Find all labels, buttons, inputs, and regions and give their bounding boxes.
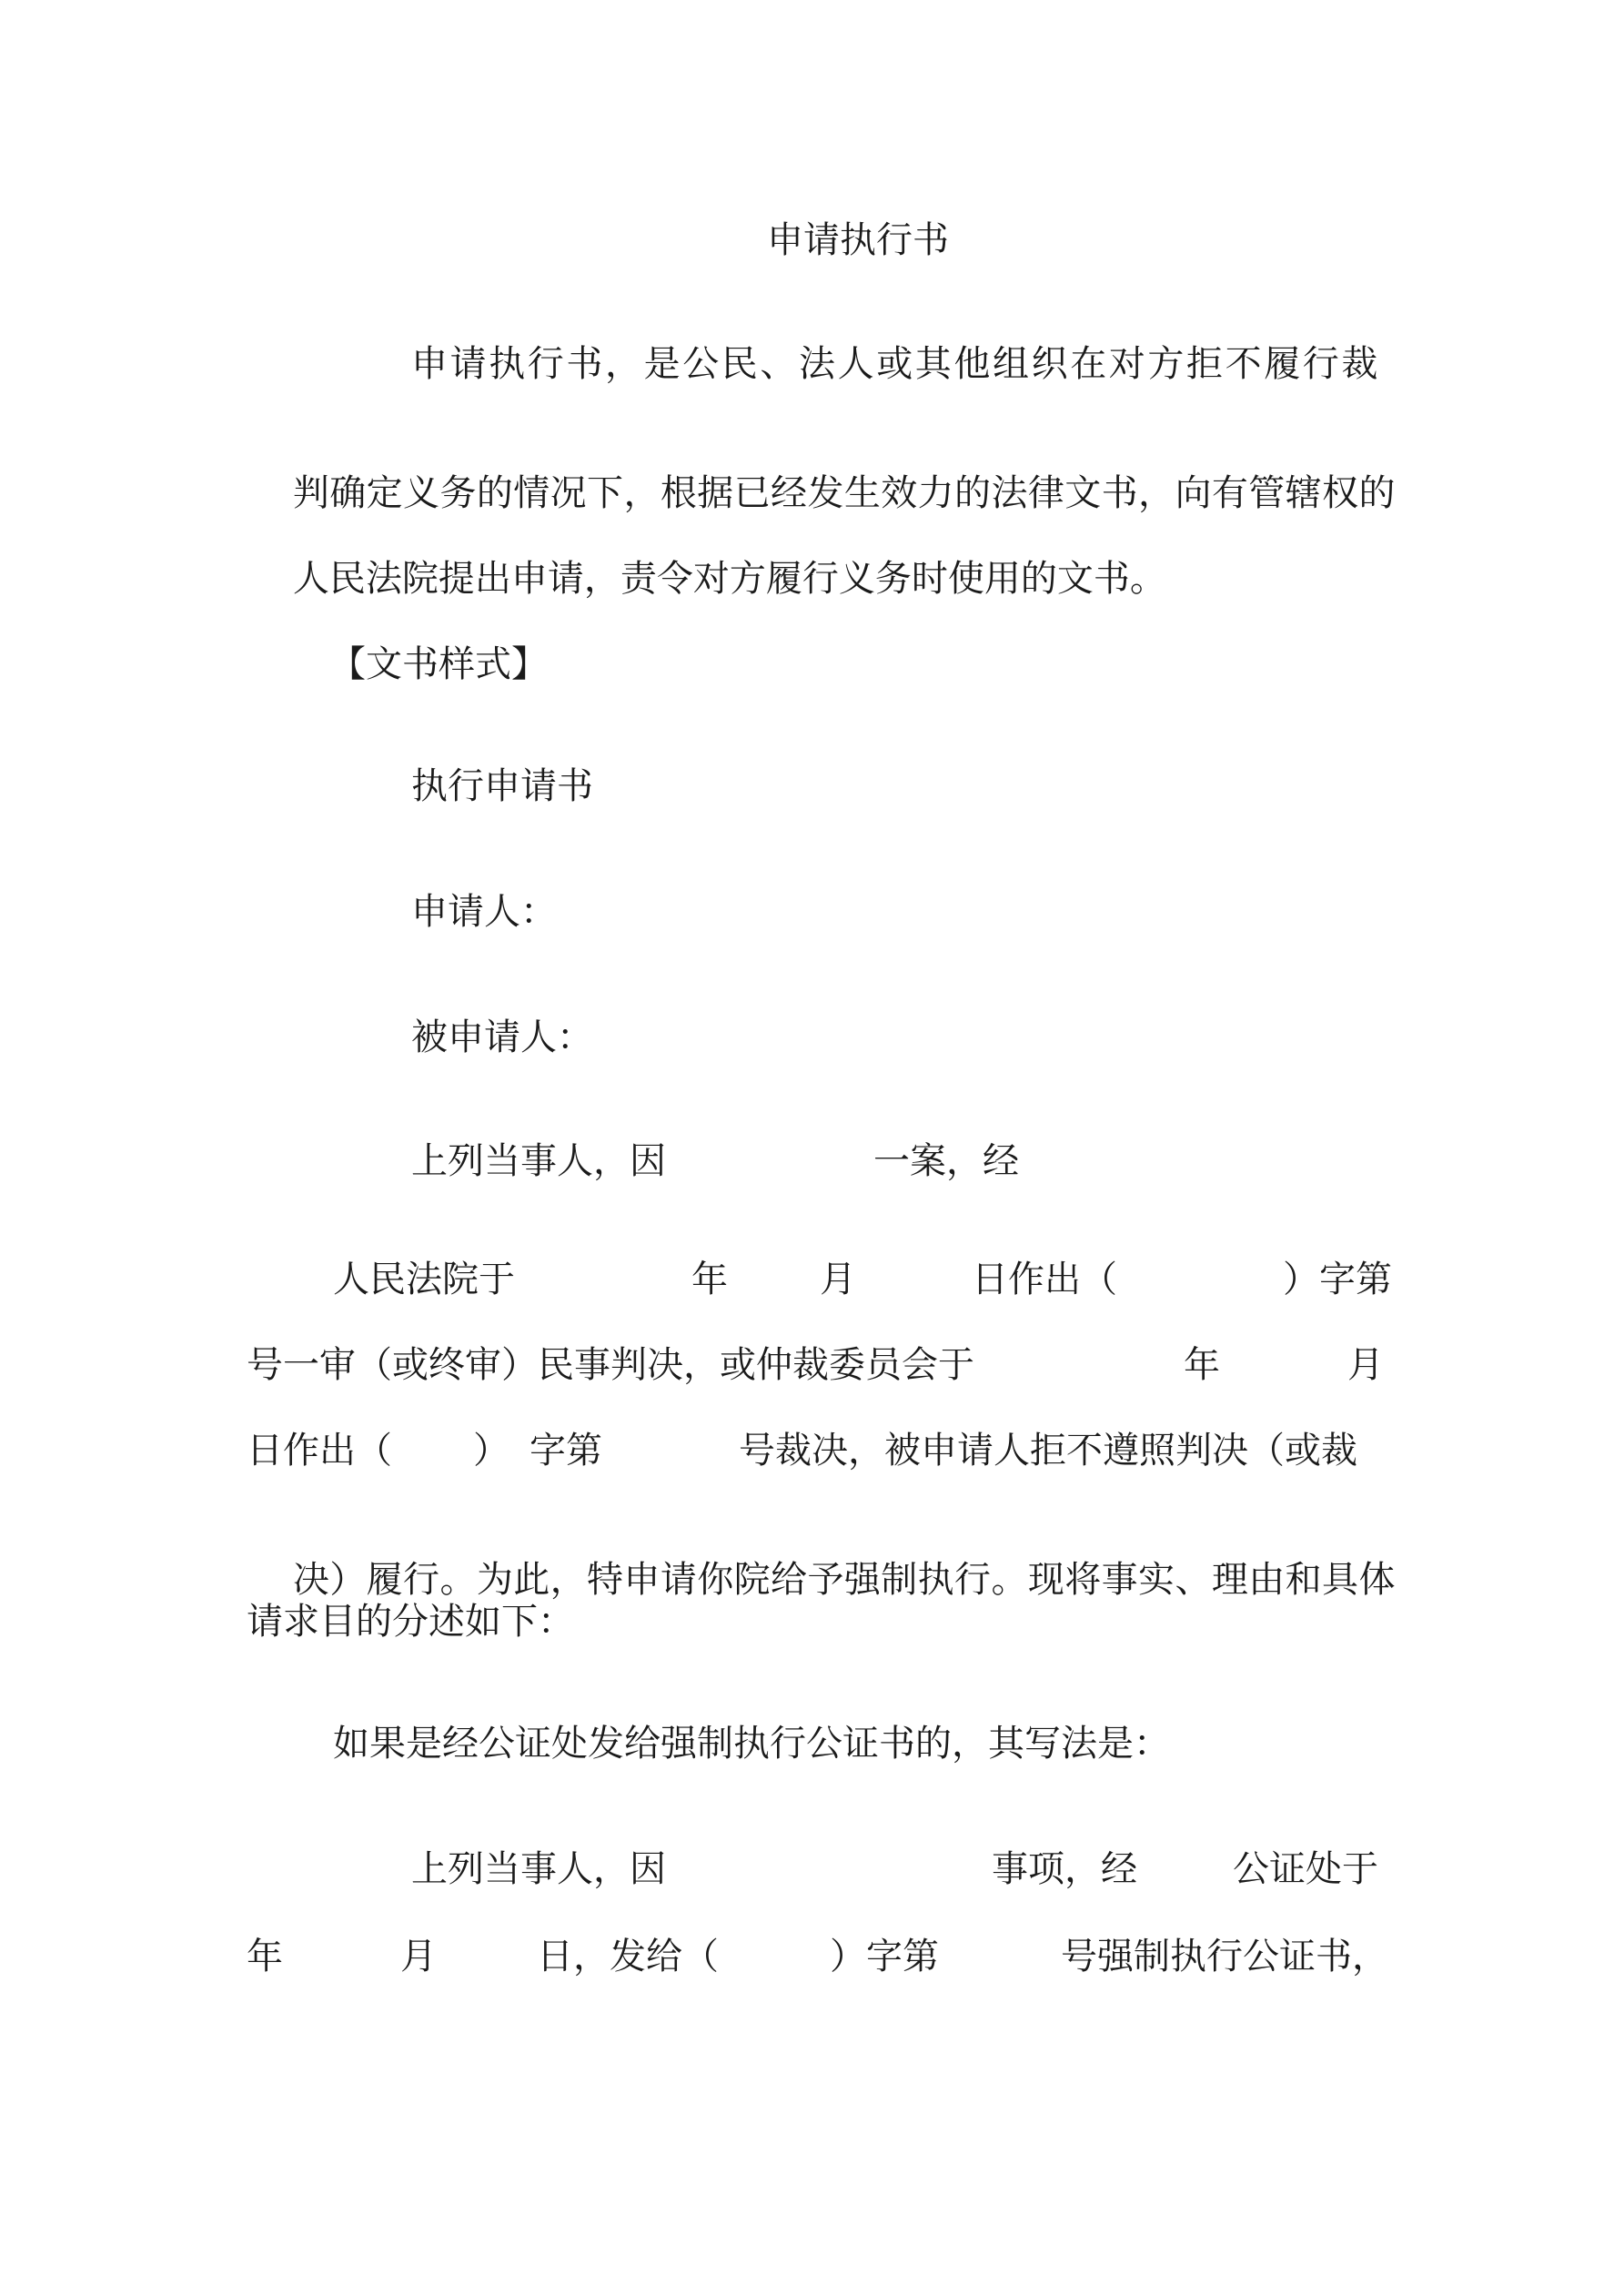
section-label: 【文书样式】 bbox=[329, 643, 548, 685]
judgment-line-a: 号一审（或终审）民事判决，或仲裁委员会于 bbox=[247, 1344, 974, 1386]
notary-line-1-a: 上列当事人，因 bbox=[411, 1848, 666, 1890]
notary-line-2-a: 年 bbox=[247, 1936, 283, 1977]
notary-line-2-e: 号强制执行公证书， bbox=[1061, 1936, 1388, 1977]
court-line-c: 月 bbox=[820, 1259, 856, 1300]
intro-line-3-text: 人民法院提出申请，责令对方履行义务时使用的文书。 bbox=[292, 558, 1166, 600]
respondent-label: 被申请人： bbox=[411, 1017, 593, 1058]
intro-line-3 bbox=[247, 513, 1166, 600]
ruling-line-b: ） bbox=[473, 1430, 509, 1472]
court-line-d: 日作出（ bbox=[972, 1259, 1117, 1300]
template-heading: 执行申请书 bbox=[411, 765, 593, 807]
notary-line-2-b: 月 bbox=[400, 1936, 437, 1977]
notary-line-2-c: 日，发给（ bbox=[537, 1936, 719, 1977]
ruling-line-d: 号裁决，被申请人拒不遵照判决（或裁 bbox=[739, 1430, 1357, 1472]
request-line-2: 请求目的分述如下： bbox=[247, 1601, 574, 1643]
judgment-line-b: 年 bbox=[1184, 1344, 1220, 1386]
intro-line-2-text: 判确定义务的情况下，根据已经发生效力的法律文书，向有管辖权的 bbox=[292, 472, 1396, 514]
intro-line-1-text: 申请执行书，是公民、法人或其他组织在对方拒不履行裁 bbox=[411, 343, 1380, 385]
court-line-e: ）字第 bbox=[1283, 1259, 1392, 1300]
notary-line-1-b: 事项，经 bbox=[992, 1848, 1137, 1890]
intro-line-2 bbox=[247, 428, 1396, 514]
parties-line-b: 一案，经 bbox=[873, 1140, 1019, 1182]
intro-line-1 bbox=[411, 342, 1384, 386]
court-line-a: 人民法院于 bbox=[333, 1259, 515, 1300]
ruling-line-a: 日作出（ bbox=[247, 1430, 392, 1472]
notary-line-1-c: 公证处于 bbox=[1233, 1848, 1378, 1890]
page-title: 申请执行书 bbox=[767, 219, 949, 261]
applicant-label: 申请人： bbox=[411, 891, 557, 933]
notary-line-2-d: ）字第 bbox=[830, 1936, 939, 1977]
request-line-1 bbox=[247, 1514, 1396, 1601]
court-line-b: 年 bbox=[691, 1259, 728, 1300]
ruling-line-c: 字第 bbox=[530, 1430, 602, 1472]
notary-intro: 如果是经公证处发给强制执行公证书的，其写法是： bbox=[333, 1723, 1170, 1765]
judgment-line-c: 月 bbox=[1347, 1344, 1384, 1386]
parties-line-a: 上列当事人，因 bbox=[411, 1140, 666, 1182]
request-line-1-text: 决）履行。为此，特申请你院给予强制执行。现将事实、理由和具体 bbox=[292, 1559, 1396, 1601]
